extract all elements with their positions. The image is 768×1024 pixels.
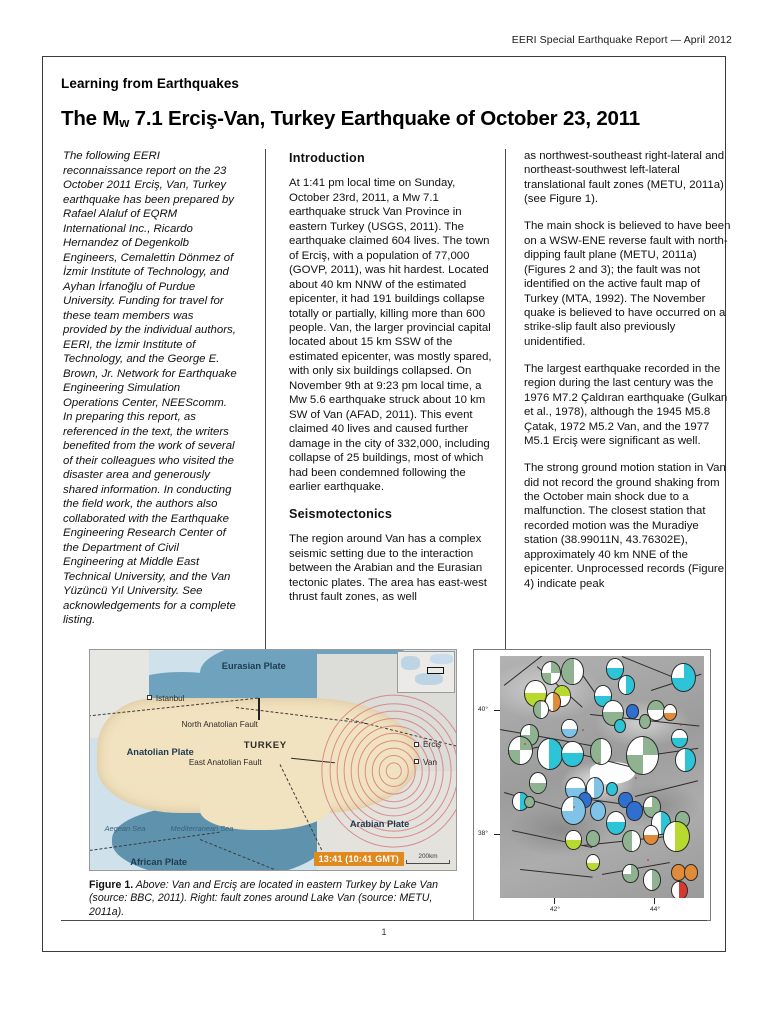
focal-mechanism bbox=[671, 881, 687, 898]
page-number: 1 bbox=[381, 927, 387, 937]
label-north-anatolian-fault: North Anatolian Fault bbox=[181, 720, 258, 730]
label-ercis: Erciş bbox=[423, 740, 442, 750]
focal-mechanism bbox=[675, 748, 695, 772]
fault-map-xtick-42: 42° bbox=[550, 906, 560, 913]
focal-mechanism bbox=[663, 821, 690, 852]
label-arabian-plate: Arabian Plate bbox=[349, 819, 410, 830]
title-after: 7.1 Erciş-Van, Turkey Earthquake of October 23, 2011 bbox=[129, 107, 641, 130]
city-marker-van bbox=[414, 759, 419, 764]
label-turkey: TURKEY bbox=[243, 740, 287, 752]
paragraph-introduction: At 1:41 pm local time on Sunday, October 23rd, 2011, a Mw 7.1 earthquake struck Van Province in eastern Turkey (USGS, 2011). The earthquake claimed 604 lives. The town of Erciş, with a population of 77,000 (GOVP, 2011), was hit hardest. Located about 40 km NNW of the estimated epicenter, it had 191 buildings collapse totally or partially, killing more than 600 people. Van, the larger provincial capital located about 15 km SSW of the estimated epicenter, was mostly spared, with only six buildings collapsed. On November 9th at 9:23 pm local time, a Mw 5.6 earthquake struck about 10 km SW of Van (AFAD, 2011). This event claimed 40 lives and caused further damage in the city of 332,000, including collapse of 25 buildings, most of which had been condemned following the earlier earthquake. bbox=[289, 177, 492, 493]
figure-1-caption-text: Above: Van and Erciş are located in eastern Turkey by Lake Van (source: BBC, 2011). Right: fault zones around Lake Van (source: METU, 2011a). bbox=[89, 879, 438, 918]
inset-locator-map bbox=[397, 651, 455, 693]
heading-seismotectonics: Seismotectonics bbox=[289, 506, 393, 521]
sidebar-paragraph: The following EERI reconnaissance report on the 23 October 2011 Erciş, Van, Turkey earthquake has been prepared by Rafael Alaluf of EQRM International Inc., Ricardo Hernandez of Degenkolb Engineers, Cemalettin Dönmez of İzmir Institute of Technology, and Ayhan İrfanoğlu of Purdue University. Funding for travel for these team members was provided by the individual authors, EERI, the İzmir Institute of Technology, and the George E. Brown, Jr. Network for Earthquake Engineering Simulation Operations Center, NEEScomm. In preparing this report, as referenced in the text, the writers benefited from the work of several of their colleagues who visited the disaster area and generously shared information. In conducting the field work, the authors also collaborated with the Earthquake Engineering Research Center of the Department of Civil Engineering at Middle East Technical University, and the Van Yüzüncü Yıl University. See acknowledgements for a complete listing. bbox=[63, 150, 237, 626]
label-aegean-sea: Aegean Sea bbox=[104, 823, 146, 833]
focal-mechanism bbox=[639, 714, 651, 729]
page-frame bbox=[42, 56, 731, 952]
focal-mechanism bbox=[561, 658, 583, 685]
map-timestamp: 13:41 (10:41 GMT) bbox=[314, 852, 404, 866]
inset-extent-rectangle bbox=[427, 667, 444, 674]
label-anatolian-plate: Anatolian Plate bbox=[126, 746, 194, 757]
seismicity-point bbox=[582, 729, 584, 731]
seismicity-point bbox=[680, 724, 682, 726]
figure-1 bbox=[89, 649, 711, 933]
seismicity-point bbox=[635, 777, 637, 779]
inset-water-east bbox=[430, 654, 452, 664]
paragraph-ground-motion: The strong ground motion station in Van did not record the ground shaking from the October main shock due to a malfunction. The closest station that recorded motion was the Muradiye station (38.99011N, 43.76302E), approximately 40 km NNE of the epicenter. Unprocessed records (Figure 4) indicate peak bbox=[524, 462, 726, 590]
heading-introduction: Introduction bbox=[289, 151, 365, 165]
city-marker-ercis bbox=[414, 742, 419, 747]
column-rule-right bbox=[505, 149, 506, 649]
title-subscript: w bbox=[119, 115, 130, 130]
focal-mechanism bbox=[586, 830, 600, 847]
fault-map-ytick-mark-40 bbox=[494, 710, 500, 711]
seismicity-point bbox=[606, 792, 608, 794]
inset-water-south bbox=[415, 673, 443, 685]
fault-zone-map-graphic bbox=[474, 650, 710, 920]
fault-map-xtick-mark-44 bbox=[654, 898, 655, 904]
focal-mechanism bbox=[643, 825, 659, 844]
focal-mechanism bbox=[529, 772, 547, 794]
focal-mechanism bbox=[671, 729, 687, 748]
focal-mechanism bbox=[561, 796, 585, 825]
focal-mechanism bbox=[626, 736, 659, 775]
focal-mechanism bbox=[565, 830, 581, 849]
focal-mechanism bbox=[626, 801, 642, 820]
column-rule-left bbox=[265, 149, 266, 649]
fault-map-xtick-mark-42 bbox=[554, 898, 555, 904]
seismicity-point bbox=[541, 700, 543, 702]
north-anatolian-fault-pointer bbox=[258, 698, 259, 720]
map-scale-bar-graphic bbox=[406, 860, 450, 864]
page-title bbox=[61, 107, 707, 131]
focal-mechanism bbox=[684, 864, 698, 881]
focal-mechanism bbox=[537, 738, 564, 769]
focal-mechanism bbox=[508, 736, 532, 765]
map-scale-bar bbox=[406, 853, 450, 864]
label-african-plate: African Plate bbox=[130, 856, 188, 867]
fault-zone-map-image bbox=[473, 649, 711, 921]
focal-mechanism bbox=[622, 830, 640, 852]
sidebar-column bbox=[63, 149, 239, 628]
title-before: The M bbox=[61, 107, 120, 130]
label-mediterranean-sea: Mediterranean Sea bbox=[170, 823, 234, 833]
label-istanbul: Istanbul bbox=[155, 694, 185, 703]
label-east-anatolian-fault: East Anatolian Fault bbox=[188, 757, 262, 767]
inset-water-north bbox=[401, 656, 420, 670]
paragraph-largest-earthquake: The largest earthquake recorded in the region during the last century was the 1976 M7.2 Çaldıran earthquake (Gulkan et al., 1978), although the 1945 M5.8 Çatak, 1972 M5.2 Van, and the 1977 M5.1 Erciş were significant as well. bbox=[524, 362, 728, 448]
column-two bbox=[289, 149, 497, 605]
focal-mechanism bbox=[561, 719, 577, 738]
paragraph-main-shock: The main shock is believed to have been on a WSW-ENE reverse fault with north-dipping fault plane (METU, 2011a) (Figures 2 and 3); the fault was not identified on the active fault map of Turkey (MTA, 1992). The November quake is believed to have occurred on a strike-slip fault also previously unidentified. bbox=[524, 220, 731, 348]
paragraph-fault-zones: as northwest-southeast right-lateral and northeast-southwest left-lateral translational fault zones (METU, 2011a) (see Figure 1). bbox=[524, 150, 725, 206]
focal-mechanism bbox=[590, 801, 606, 820]
focal-mechanism bbox=[671, 663, 695, 692]
figure-1-caption bbox=[89, 879, 457, 919]
label-eurasian-plate: Eurasian Plate bbox=[221, 661, 286, 671]
map-scale-label: 200km bbox=[418, 853, 438, 860]
city-marker-istanbul bbox=[147, 695, 152, 700]
fault-map-ytick-mark-38 bbox=[494, 834, 500, 835]
focal-mechanism bbox=[561, 741, 583, 768]
focal-mechanism bbox=[533, 700, 549, 719]
fault-map-xtick-44: 44° bbox=[650, 906, 660, 913]
label-van: Van bbox=[423, 757, 438, 767]
fault-map-ytick-38: 38° bbox=[478, 830, 488, 837]
figure-1-caption-label: Figure 1. bbox=[89, 879, 134, 891]
kicker-learning-from-earthquakes: Learning from Earthquakes bbox=[61, 76, 240, 91]
focal-mechanism bbox=[590, 738, 612, 765]
fault-map-ytick-40: 40° bbox=[478, 706, 488, 713]
focal-mechanism bbox=[626, 704, 638, 719]
fault-map-plot-area bbox=[500, 656, 704, 898]
footer-rule bbox=[61, 920, 707, 921]
epicenter-waves bbox=[335, 709, 452, 832]
paragraph-seismotectonics: The region around Van has a complex seismic setting due to the interaction between the Arabian and the Eurasian tectonic plates. The area has east-west thrust fault zones, as well bbox=[289, 533, 487, 604]
focal-mechanism bbox=[524, 796, 534, 808]
tectonic-map-image bbox=[89, 649, 457, 871]
focal-mechanism bbox=[643, 869, 661, 891]
running-head: EERI Special Earthquake Report — April 2012 bbox=[511, 34, 732, 46]
body-columns bbox=[61, 149, 731, 657]
focal-mechanism bbox=[618, 675, 634, 694]
column-three bbox=[524, 149, 733, 591]
tectonic-map-graphic bbox=[90, 650, 456, 870]
focal-mechanism bbox=[622, 864, 638, 883]
